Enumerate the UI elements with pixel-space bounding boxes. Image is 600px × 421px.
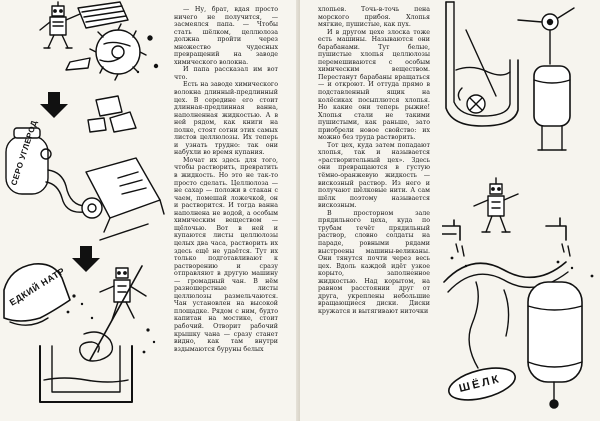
svg-text:СЕРО УГЛЕРОД: СЕРО УГЛЕРОД <box>9 119 39 187</box>
paragraph: В просторном зале прядильного цеха, куда по трубам течёт прядильный раствор, словно солдаты на параде, ровными рядами выстроены машины-великаны. Они тянутся почти через весь цех. Вдоль каждой идёт узкое корыто, заполненное жидкостью. Над корытом, на равном расстоянии друг от друга, укреплены небольшие вращающиеся диски. Диски кружатся и вытягивают ниточки <box>318 209 430 315</box>
paragraph: хлопьев. Точь-в-точь пена морского прибоя. Хлопья мягкие, пушистые, как пух. <box>318 6 430 29</box>
left-text-column <box>174 6 278 353</box>
spinning-cylinder <box>534 66 570 150</box>
svg-text:ШЁЛК: ШЁЛК <box>457 372 503 395</box>
right-illustration <box>442 0 600 421</box>
bath-vat <box>40 346 132 402</box>
swirl <box>80 332 113 361</box>
right-text-column <box>318 6 430 315</box>
dissolving-machine <box>82 158 164 240</box>
pulley <box>518 8 574 64</box>
paragraph: Есть на заводе химического волокна длинный-предлинный цех. В середине его стоит длинная-предлинная ванна, наполненная жидкостью. А в ней рядом, как книги на полке, стоят сотни этих самых листов целлюлозы. Их теперь и узнать трудно: так они набухли во время купания. <box>174 81 278 157</box>
paragraph: И папа рассказал им вот что. <box>174 66 278 81</box>
grinding-drum <box>66 24 158 80</box>
svg-text:ЕДКИЙ НАТР: ЕДКИЙ НАТР <box>7 265 67 308</box>
paragraph: И в другом цехе злоска тоже есть машины. Называются они барабанами. Тут белые, пушистые хлопья целлюлозы перемешиваются с особым химическим веществом. Перестанут барабаны вращаться — и откроют. И оттуда прямо в подставленный ящик на колёсиках посыплются хлопья. Но какие они теперь рыжие! Хлопья стали не такими пушистыми, как раньше, зато приобрели новое свойство: их можно без труда растворить. <box>318 28 430 142</box>
faucet-right <box>546 218 570 256</box>
robot-worker <box>474 178 518 232</box>
left-illustration <box>0 0 168 421</box>
silk-spool <box>528 282 582 408</box>
paragraph: — Ну, брат, вдая просто ничего не получится, — засмеялся папа. — Чтобы стать шёлком, целлюлоза должна пройти через множество чудесных превращений на заводе химического волокна. <box>174 6 278 66</box>
sheets-falling <box>88 96 136 132</box>
down-arrow-icon <box>40 92 68 118</box>
silk-threads <box>469 282 508 368</box>
paragraph: Тот цех, куда затем попадают хлопья, так и называется «растворительный цех». Здесь они превращаются в густую тёмно-оранжевую жидкость — вискозный раствор. Из него и получают шёлковые нити. А сам шёлк поэтому называется вискозным. <box>318 141 430 210</box>
faucet-left <box>442 220 464 256</box>
paragraph: Мочат их здесь для того, чтобы растворить, превратить в жидкость. Но это не так-то просто сделать. Целлюлоза — не сахар — положи в стакан с чаем, помешай ложечкой, он и растворится. И тогда ванна наполнена не водой, а особым химическим веществом — щёлочью. Вот в ней и купаются листы целлюлозы целых два часа, растворить их здесь ещё не удаётся. Тут их только подготавливают к растворению и сразу отправляют в другую машину — громадный чан. В нём разношерстные листы целлюлозы размельчаются. Чан установлен на высокой площадке. Рядом с ним, будто капитан на мостике, стоит рабочий. Отворит рабочий крышку чана — сразу станет видно, как там внутри вздымаются буруны белых <box>174 156 278 353</box>
drops <box>451 257 594 278</box>
stirring-paddle <box>458 30 496 113</box>
down-arrow-icon <box>72 246 100 272</box>
